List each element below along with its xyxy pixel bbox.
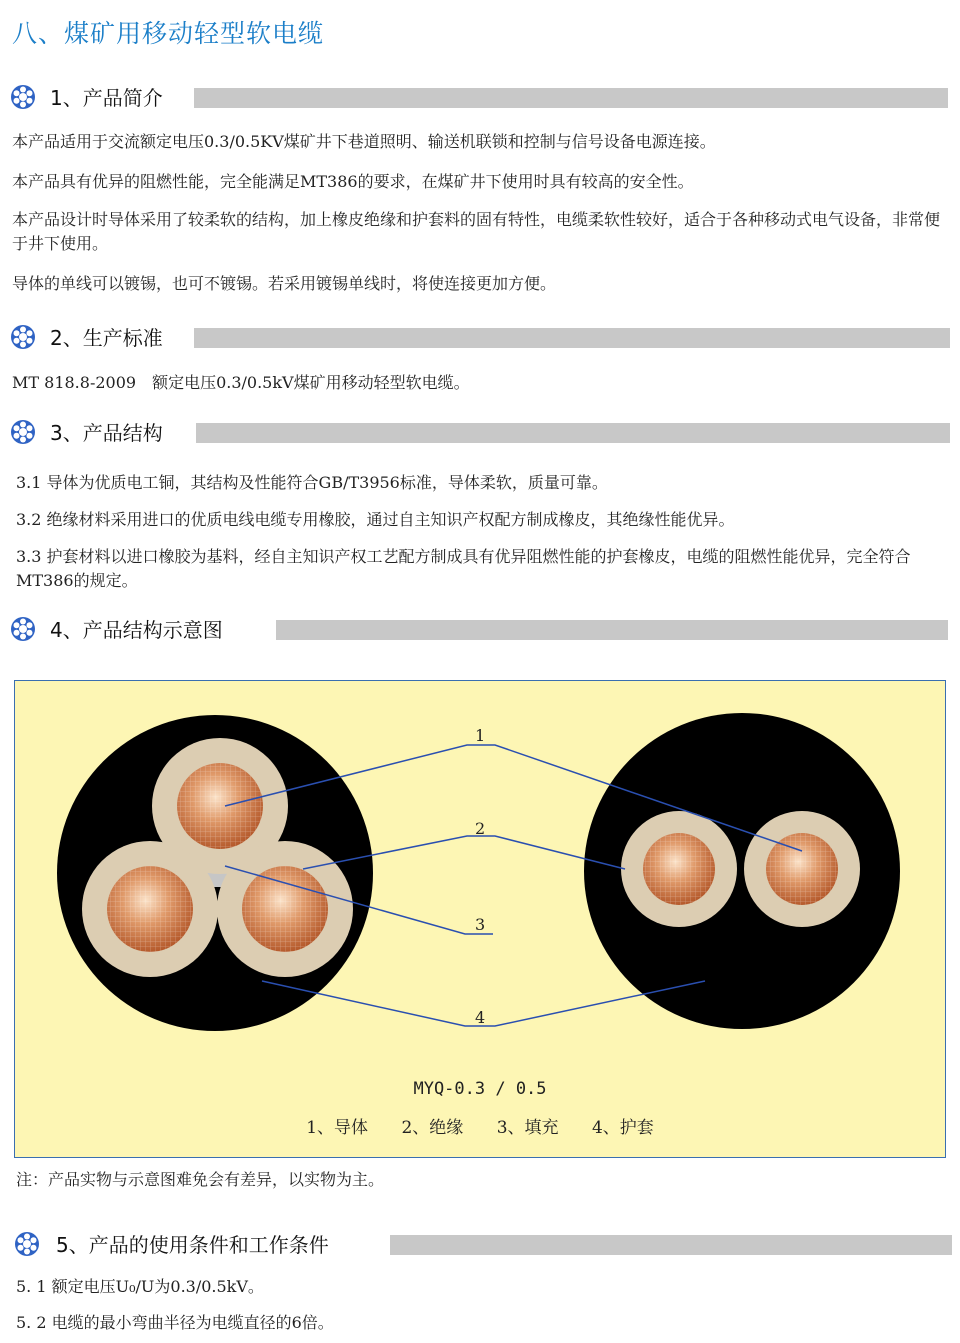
figure-note: 注：产品实物与示意图难免会有差异，以实物为主。	[16, 1170, 385, 1189]
page-title: 八、煤矿用移动轻型软电缆	[12, 19, 325, 48]
section-title: 4、产品结构示意图	[50, 618, 223, 642]
core-right	[217, 841, 353, 977]
cable-section-icon	[14, 1231, 40, 1257]
core-left	[82, 841, 218, 977]
intro-paragraph: 本产品适用于交流额定电压0.3/0.5KV煤矿井下巷道照明、输送机联锁和控制与信号设备电源连接。	[12, 132, 716, 151]
cable-section-icon	[10, 419, 36, 445]
section-heading-intro	[10, 78, 950, 114]
section-title: 3、产品结构	[50, 421, 163, 445]
section-divider	[276, 620, 948, 640]
section-heading-conditions	[10, 1225, 952, 1261]
structure-item: 3.1 导体为优质电工铜，其结构及性能符合GB/T3956标准，导体柔软，质量可靠。	[16, 473, 608, 492]
condition-item: 5. 2 电缆的最小弯曲半径为电缆直径的6倍。	[16, 1313, 334, 1332]
diagram-legend	[15, 1113, 945, 1138]
section-divider	[194, 88, 948, 108]
section-title: 1、产品简介	[50, 86, 163, 110]
legend-item: 4、护套	[591, 1118, 654, 1138]
intro-paragraph: 本产品设计时导体采用了较柔软的结构，加上橡皮绝缘和护套料的固有特性，电缆柔软性较好，适合于各种移动式电气设备，非常便于井下使用。	[12, 210, 941, 253]
section-divider	[390, 1235, 952, 1255]
cable-model-label: MYQ-0.3 / 0.5	[413, 1079, 547, 1099]
structure-item: 3.2 绝缘材料采用进口的优质电线电缆专用橡胶，通过自主知识产权配方制成橡皮，其绝缘性能优异。	[16, 510, 735, 529]
section-heading-structure	[10, 413, 950, 449]
section-title: 2、生产标准	[50, 326, 163, 350]
callout-4: 4	[475, 1008, 486, 1027]
core-2c-left	[621, 811, 737, 927]
legend-item: 2、绝缘	[401, 1118, 464, 1138]
section-divider	[194, 328, 950, 348]
standard-text: MT 818.8-2009 额定电压0.3/0.5kV煤矿用移动轻型软电缆。	[12, 373, 470, 392]
section-divider	[196, 423, 950, 443]
cable-section-icon	[10, 84, 36, 110]
section-title: 5、产品的使用条件和工作条件	[56, 1233, 329, 1257]
cable-structure-diagram	[14, 680, 946, 1158]
intro-paragraph: 导体的单线可以镀锡，也可不镀锡。若采用镀锡单线时，将使连接更加方便。	[12, 274, 557, 293]
callout-3: 3	[475, 915, 486, 934]
legend-item: 1、导体	[306, 1118, 369, 1138]
cable-section-icon	[10, 324, 36, 350]
core-2c-right	[744, 811, 860, 927]
cable-section-icon	[10, 616, 36, 642]
callout-1: 1	[475, 726, 486, 745]
legend-item: 3、填充	[496, 1118, 559, 1138]
callout-2: 2	[475, 819, 486, 838]
condition-item: 5. 1 额定电压U₀/U为0.3/0.5kV。	[16, 1277, 264, 1296]
intro-paragraph: 本产品具有优异的阻燃性能，完全能满足MT386的要求，在煤矿井下使用时具有较高的安全性。	[12, 172, 694, 191]
section-heading-diagram	[10, 610, 950, 646]
section-heading-standard	[10, 318, 950, 354]
structure-item: 3.3 护套材料以进口橡胶为基料，经自主知识产权工艺配方制成具有优异阻燃性能的护套橡皮，电缆的阻燃性能优异，完全符合MT386的规定。	[16, 547, 911, 590]
